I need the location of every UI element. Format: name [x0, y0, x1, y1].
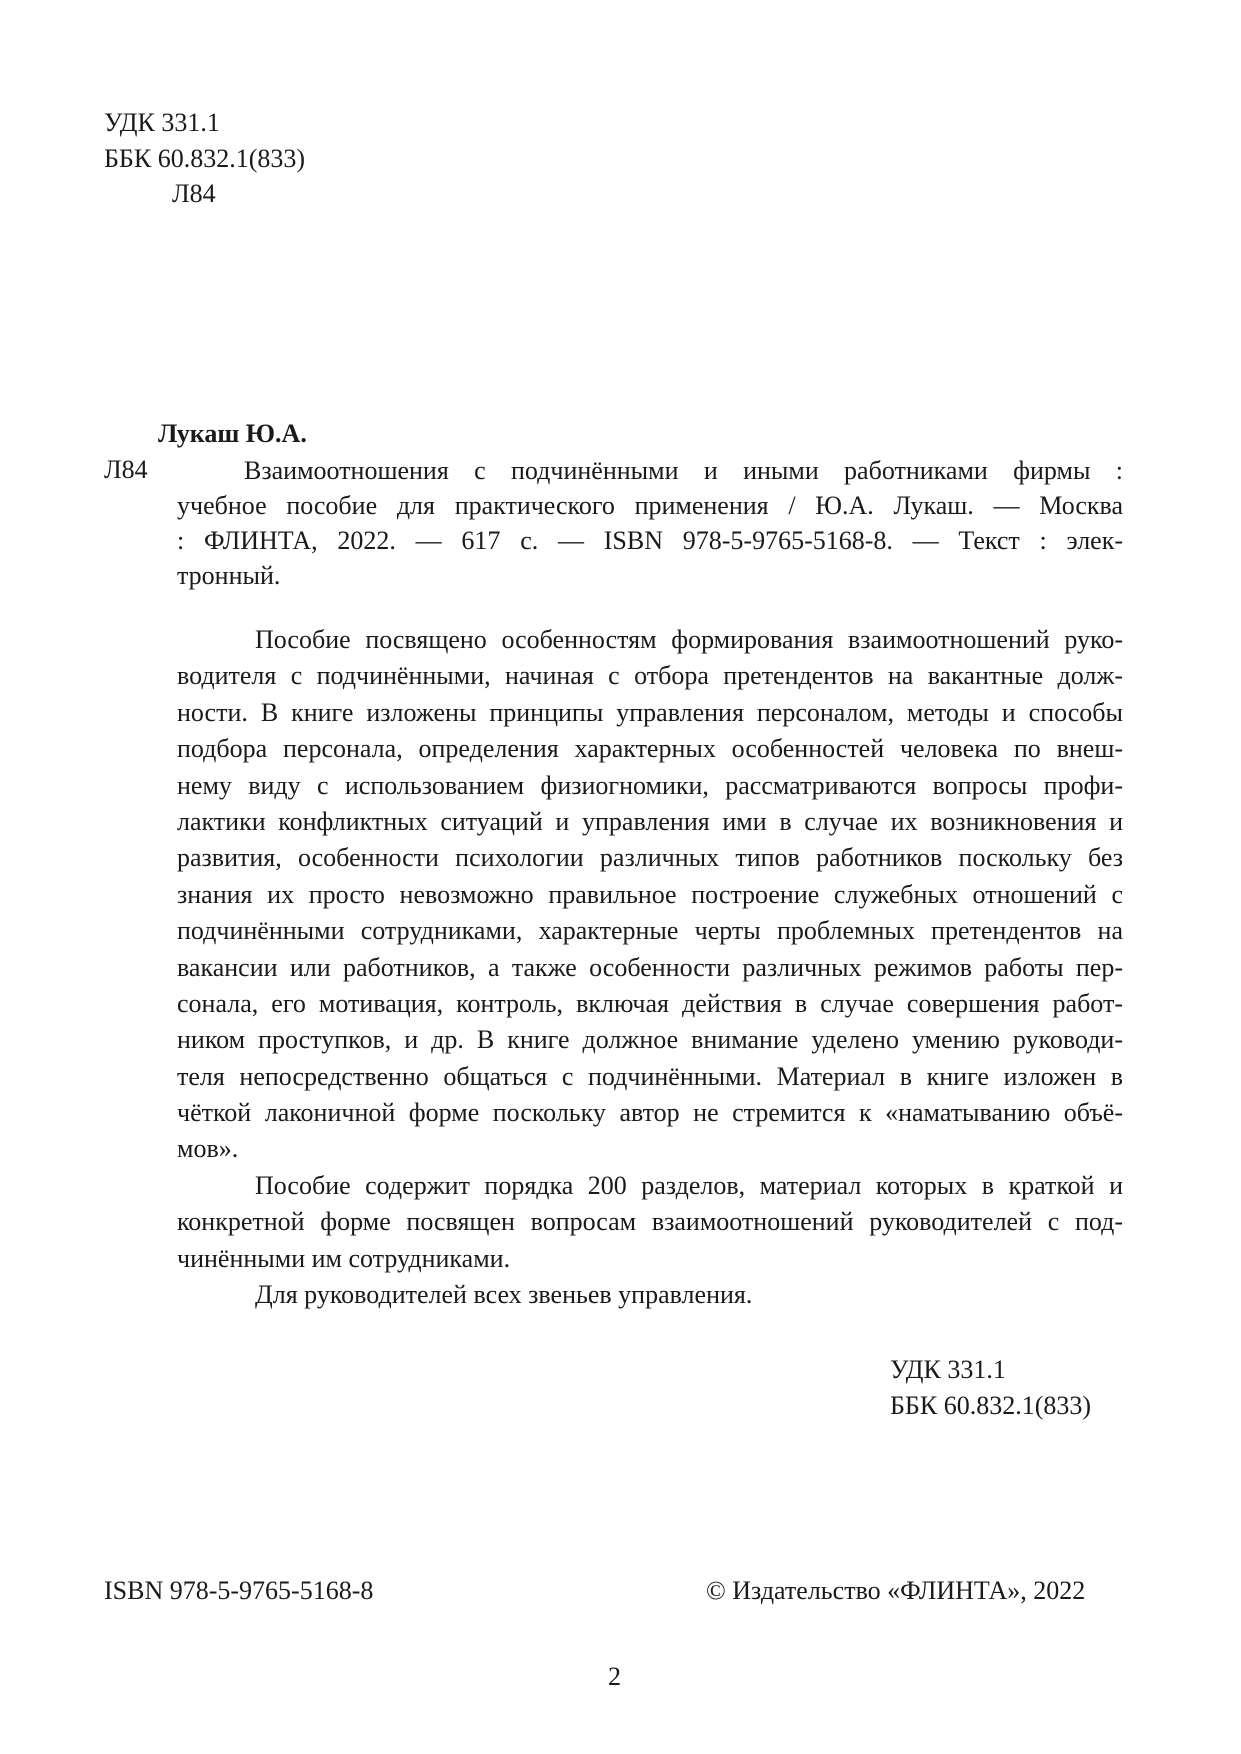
- abstract-line: Пособие посвящено особенностям формирования взаимоотношений руко-: [255, 625, 1123, 654]
- abstract-line: ником проступков, и др. В книге должное внимание уделено умению руководи-: [177, 1025, 1123, 1055]
- abstract-line: чинёнными им сотрудниками.: [177, 1243, 511, 1273]
- abstract-line: подчинёнными сотрудниками, характерные черты проблемных претендентов на: [177, 916, 1123, 946]
- abstract-line: развития, особенности психологии различных типов работников поскольку без: [177, 843, 1123, 873]
- audience-line: Для руководителей всех звеньев управления.: [255, 1280, 753, 1310]
- author-sign: Л84: [172, 179, 216, 208]
- abstract-line: ности. В книге изложены принципы управления персоналом, методы и способы: [177, 697, 1123, 727]
- description-line: учебное пособие для практического применения / Ю.А. Лукаш. — Москва: [177, 491, 1123, 520]
- description-line: Взаимоотношения с подчинёнными и иными работниками фирмы :: [244, 456, 1123, 485]
- footer-udk-code: УДК 331.1: [890, 1355, 1006, 1384]
- footer-bbk-code: ББК 60.832.1(833): [890, 1391, 1092, 1420]
- abstract-line: конкретной форме посвящен вопросам взаимоотношений руководителей с под-: [177, 1207, 1123, 1237]
- page-number: 2: [608, 1662, 621, 1691]
- abstract-line: мов».: [177, 1134, 239, 1164]
- abstract-line: водителя с подчинёнными, начиная с отбора претендентов на вакантные долж-: [177, 661, 1123, 691]
- isbn: ISBN 978-5-9765-5168-8: [104, 1576, 374, 1605]
- abstract-line: теля непосредственно общаться с подчинёнными. Материал в книге изложен в: [177, 1061, 1123, 1091]
- author-name: Лукаш Ю.А.: [158, 419, 307, 448]
- abstract-line: нему виду с использованием физиогномики, рассматриваются вопросы профи-: [177, 770, 1123, 800]
- abstract-line: сонала, его мотивация, контроль, включая действия в случае совершения работ-: [177, 988, 1123, 1018]
- bibliographic-description: [177, 453, 1123, 593]
- copyright: © Издательство «ФЛИНТА», 2022: [706, 1576, 1086, 1605]
- description-line: : ФЛИНТА, 2022. — 617 с. — ISBN 978-5-9765-5168-8. — Текст : элек-: [177, 526, 1123, 555]
- abstract-line: чёткой лаконичной форме поскольку автор не стремится к «наматыванию объё-: [177, 1098, 1123, 1128]
- abstract-line: знания их просто невозможно правильное построение служебных отношений с: [177, 879, 1123, 909]
- abstract-line: вакансии или работников, а также особенности различных режимов работы пер-: [177, 952, 1123, 982]
- description-line: тронный.: [177, 561, 281, 590]
- bbk-code: ББК 60.832.1(833): [104, 144, 306, 173]
- abstract-line: Пособие содержит порядка 200 разделов, материал которых в краткой и: [255, 1170, 1123, 1200]
- record-author-sign: Л84: [104, 455, 148, 484]
- abstract-line: лактики конфликтных ситуаций и управления ими в случае их возникновения и: [177, 806, 1123, 836]
- abstract-line: подбора персонала, определения характерных особенностей человека по внеш-: [177, 734, 1123, 764]
- udk-code: УДК 331.1: [104, 108, 220, 137]
- abstract: [177, 622, 1123, 1313]
